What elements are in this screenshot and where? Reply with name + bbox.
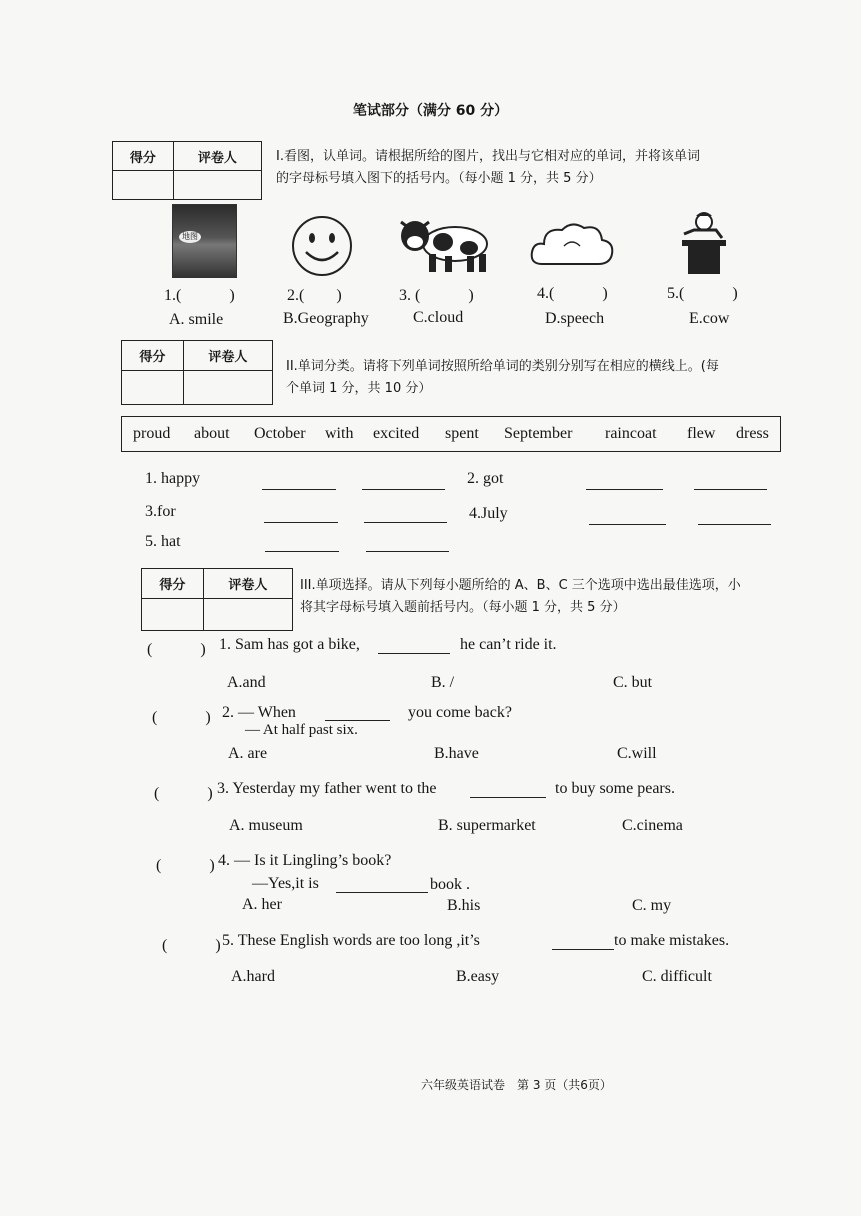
question-4-reply: —Yes,it is (252, 875, 319, 892)
question-5-text: 5. These English words are too long ,it’s (222, 932, 480, 949)
answer-paren-1[interactable]: ( ) (147, 641, 206, 658)
answer-line[interactable] (698, 524, 771, 525)
question-5-text-end: to make mistakes. (614, 932, 730, 949)
word-bank-item: flew (687, 425, 716, 442)
word-bank-item: raincoat (605, 425, 657, 442)
answer-line[interactable] (262, 489, 336, 490)
word-bank-item: dress (736, 425, 769, 442)
q4-option-a: A. her (242, 896, 282, 913)
question-1-text: 1. Sam has got a bike, (219, 636, 360, 653)
option-a: A. smile (169, 311, 224, 328)
category-label: 3.for (145, 503, 176, 520)
page-title: 笔试部分（满分 60 分） (352, 103, 509, 119)
q3-option-b: B. supermarket (438, 817, 536, 834)
word-bank-item: with (325, 425, 354, 442)
word-bank-item: about (194, 425, 230, 442)
category-label: 5. hat (145, 533, 181, 550)
answer-line[interactable] (264, 522, 338, 523)
q1-option-a: A.and (227, 674, 266, 691)
score-table-1 (112, 141, 262, 200)
answer-paren-5[interactable]: ( ) (162, 937, 221, 954)
grader-cell[interactable] (183, 371, 272, 405)
option-b: B.Geography (283, 310, 369, 327)
question-blank[interactable] (378, 653, 450, 654)
q2-option-a: A. are (228, 745, 268, 762)
q2-option-b: B.have (434, 745, 479, 762)
category-label: 2. got (467, 470, 504, 487)
word-bank-item: proud (133, 425, 171, 442)
option-c: C.cloud (413, 309, 464, 326)
question-blank[interactable] (470, 797, 546, 798)
section2-instruction: II.单词分类。请将下列单词按照所给单词的类别分别写在相应的横线上。(每 个单词 1 分，共 10 分） (286, 359, 719, 396)
grader-header: 评卷人 (203, 569, 292, 599)
question-blank[interactable] (325, 720, 390, 721)
score-cell[interactable] (142, 599, 204, 631)
map-book-icon (172, 204, 237, 278)
q4-option-b: B.his (447, 897, 481, 914)
score-table-2 (121, 340, 273, 405)
blank-1[interactable]: 1.( ) (164, 287, 235, 304)
category-label: 4.July (469, 505, 508, 522)
cloud-icon (528, 218, 616, 270)
map-label: 地图 (179, 231, 201, 243)
option-e: E.cow (689, 310, 730, 327)
section1-instruction: I.看图，认单词。请根据所给的图片，找出与它相对应的单词，并将该单词 的字母标号填入图下的括号内。（每小题 1 分，共 5 分） (276, 149, 700, 186)
answer-paren-4[interactable]: ( ) (156, 857, 215, 874)
q5-option-a: A.hard (231, 968, 275, 985)
q5-option-c: C. difficult (642, 968, 712, 985)
answer-line[interactable] (366, 551, 449, 552)
question-3-text-end: to buy some pears. (555, 780, 675, 797)
option-d: D.speech (545, 310, 605, 327)
answer-line[interactable] (589, 524, 666, 525)
word-bank-item: October (254, 425, 306, 442)
word-bank-item: spent (445, 425, 479, 442)
q4-option-c: C. my (632, 897, 672, 914)
question-2-text-end: you come back? (408, 704, 512, 721)
blank-2[interactable]: 2.( ) (287, 287, 342, 304)
grader-cell[interactable] (203, 599, 292, 631)
score-header: 得分 (142, 569, 204, 599)
grader-header: 评卷人 (173, 142, 261, 171)
question-3-text: 3. Yesterday my father went to the (217, 780, 437, 797)
section3-instruction: III.单项选择。请从下列每小题所给的 A、B、C 三个选项中选出最佳选项，小 将其字母标号填入题前括号内。（每小题 1 分，共 5 分） (300, 578, 741, 615)
question-2-text: 2. — When (222, 704, 296, 721)
word-bank-item: September (504, 425, 573, 442)
question-2-reply: — At half past six. (245, 722, 358, 738)
q2-option-c: C.will (617, 745, 657, 762)
blank-4[interactable]: 4.( ) (537, 285, 608, 302)
score-cell[interactable] (122, 371, 184, 405)
answer-line[interactable] (586, 489, 663, 490)
q3-option-a: A. museum (229, 817, 303, 834)
word-bank (121, 416, 781, 452)
page-footer: 六年级英语试卷 第 3 页（共6页） (421, 1078, 612, 1092)
q1-option-b: B. / (431, 674, 455, 691)
question-4-reply-end: book . (430, 876, 470, 893)
answer-line[interactable] (265, 551, 339, 552)
grader-header: 评卷人 (183, 341, 272, 371)
q5-option-b: B.easy (456, 968, 500, 985)
score-header: 得分 (113, 142, 174, 171)
q1-option-c: C. but (613, 674, 653, 691)
answer-paren-2[interactable]: ( ) (152, 709, 211, 726)
answer-line[interactable] (364, 522, 447, 523)
score-cell[interactable] (113, 171, 174, 200)
speech-podium-icon (672, 208, 732, 276)
cow-icon (395, 214, 493, 276)
grader-cell[interactable] (173, 171, 261, 200)
word-bank-item: excited (373, 425, 420, 442)
question-4-text: 4. — Is it Lingling’s book? (218, 852, 392, 869)
question-1-text-end: he can’t ride it. (460, 636, 557, 653)
question-blank[interactable] (552, 949, 614, 950)
answer-line[interactable] (362, 489, 445, 490)
score-header: 得分 (122, 341, 184, 371)
blank-5[interactable]: 5.( ) (667, 285, 738, 302)
q3-option-c: C.cinema (622, 817, 683, 834)
blank-3[interactable]: 3. ( ) (399, 287, 474, 304)
answer-paren-3[interactable]: ( ) (154, 785, 213, 802)
answer-line[interactable] (694, 489, 767, 490)
question-blank[interactable] (336, 892, 428, 893)
smiley-face-icon (290, 214, 354, 278)
score-table-3 (141, 568, 293, 631)
category-label: 1. happy (145, 470, 201, 487)
